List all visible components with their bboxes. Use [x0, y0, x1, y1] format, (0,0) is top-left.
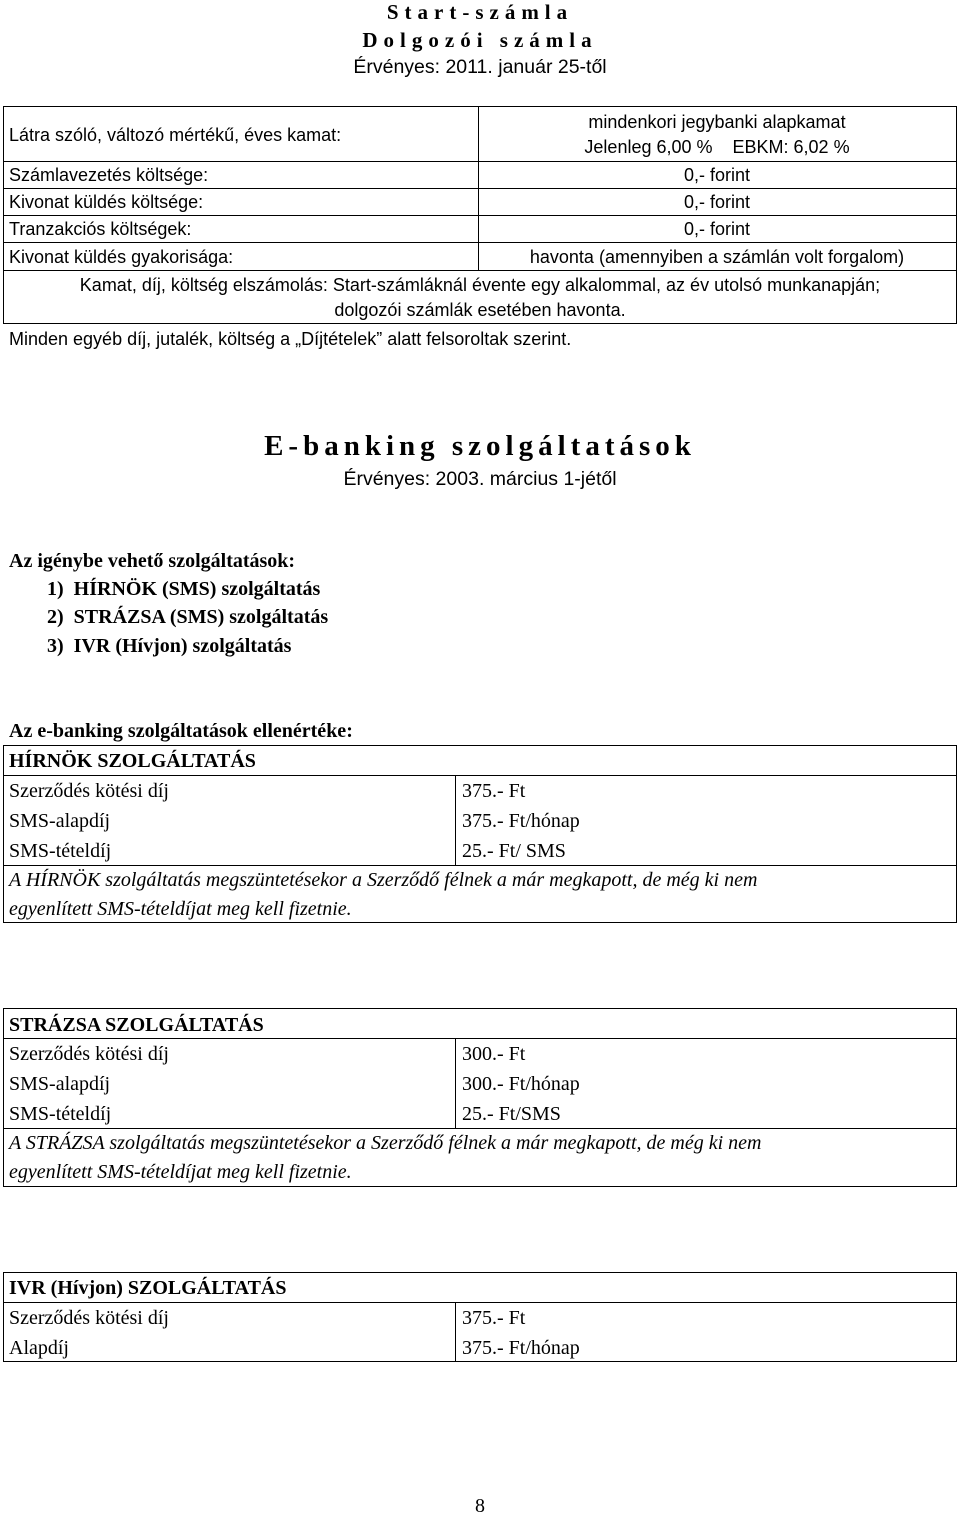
ivr-contract-fee-value: 375.- Ft [462, 1307, 526, 1329]
strazsa-note-line-2: egyenlített SMS-tételdíjat meg kell fizetnie. [9, 1161, 352, 1183]
service-item: 2) STRÁZSA (SMS) szolgáltatás [47, 606, 329, 628]
strazsa-sms-item-fee-value: 25.- Ft/SMS [462, 1103, 561, 1125]
valid-from: Érvényes: 2011. január 25-től [353, 56, 607, 78]
page-number: 8 [475, 1495, 485, 1517]
strazsa-sms-base-fee-value: 300.- Ft/hónap [462, 1073, 580, 1095]
hirnok-sms-base-fee-label: SMS-alapdíj [9, 810, 111, 832]
service-item: 1) HÍRNÖK (SMS) szolgáltatás [47, 578, 321, 600]
hirnok-sms-item-fee-value: 25.- Ft/ SMS [462, 840, 566, 862]
other-fees-note: Minden egyéb díj, jutalék, költség a „Díjtételek” alatt felsoroltak szerint. [9, 329, 572, 349]
ivr-contract-fee-label: Szerződés kötési díj [9, 1307, 169, 1329]
hirnok-note-line-2: egyenlített SMS-tételdíjat meg kell fizetnie. [9, 898, 352, 920]
account-fee-value: 0,- forint [683, 165, 751, 185]
ebanking-valid-from: Érvényes: 2003. március 1-jétől [343, 468, 617, 490]
settlement-line-2: dolgozói számlák esetében havonta. [334, 300, 626, 320]
interest-value-line1: mindenkori jegybanki alapkamat [588, 112, 846, 132]
price-heading: Az e-banking szolgáltatások ellenértéke: [9, 720, 353, 742]
statement-frequency-label: Kivonat küldés gyakorisága: [9, 247, 234, 267]
account-fee-label: Számlavezetés költsége: [9, 165, 209, 185]
document-subtitle: Dolgozói számla [362, 28, 598, 52]
strazsa-contract-fee-label: Szerződés kötési díj [9, 1043, 169, 1065]
service-item: 3) IVR (Hívjon) szolgáltatás [47, 635, 292, 657]
strazsa-title: STRÁZSA SZOLGÁLTATÁS [9, 1014, 264, 1036]
strazsa-sms-base-fee-label: SMS-alapdíj [9, 1073, 111, 1095]
transaction-fee-label: Tranzakciós költségek: [9, 219, 192, 239]
hirnok-sms-item-fee-label: SMS-tételdíj [9, 840, 112, 862]
document-title: Start-számla [386, 0, 574, 24]
hirnok-sms-base-fee-value: 375.- Ft/hónap [462, 810, 580, 832]
ebanking-title: E-banking szolgáltatások [264, 430, 696, 462]
strazsa-note-line-1: A STRÁZSA szolgáltatás megszüntetésekor a Szerződő félnek a már megkapott, de még ki nem [9, 1132, 762, 1154]
interest-value-line2: Jelenleg 6,00 % EBKM: 6,02 % [584, 137, 850, 157]
ivr-base-fee-value: 375.- Ft/hónap [462, 1337, 580, 1359]
statement-fee-value: 0,- forint [683, 192, 751, 212]
strazsa-contract-fee-value: 300.- Ft [462, 1043, 526, 1065]
strazsa-sms-item-fee-label: SMS-tételdíj [9, 1103, 112, 1125]
hirnok-contract-fee-label: Szerződés kötési díj [9, 780, 169, 802]
ivr-title: IVR (Hívjon) SZOLGÁLTATÁS [9, 1277, 287, 1299]
settlement-line-1: Kamat, díj, költség elszámolás: Start-számláknál évente egy alkalommal, az év utolsó munkanapján; [79, 275, 881, 295]
ivr-base-fee-label: Alapdíj [9, 1337, 69, 1359]
interest-label: Látra szóló, változó mértékű, éves kamat: [9, 125, 342, 145]
statement-fee-label: Kivonat küldés költsége: [9, 192, 204, 212]
transaction-fee-value: 0,- forint [683, 219, 751, 239]
hirnok-title: HÍRNÖK SZOLGÁLTATÁS [9, 750, 256, 772]
available-services-heading: Az igénybe vehető szolgáltatások: [9, 550, 296, 572]
hirnok-contract-fee-value: 375.- Ft [462, 780, 526, 802]
statement-frequency-value: havonta (amennyiben a számlán volt forgalom) [529, 247, 905, 267]
hirnok-note-line-1: A HÍRNÖK szolgáltatás megszüntetésekor a Szerződő félnek a már megkapott, de még ki nem [9, 869, 758, 891]
